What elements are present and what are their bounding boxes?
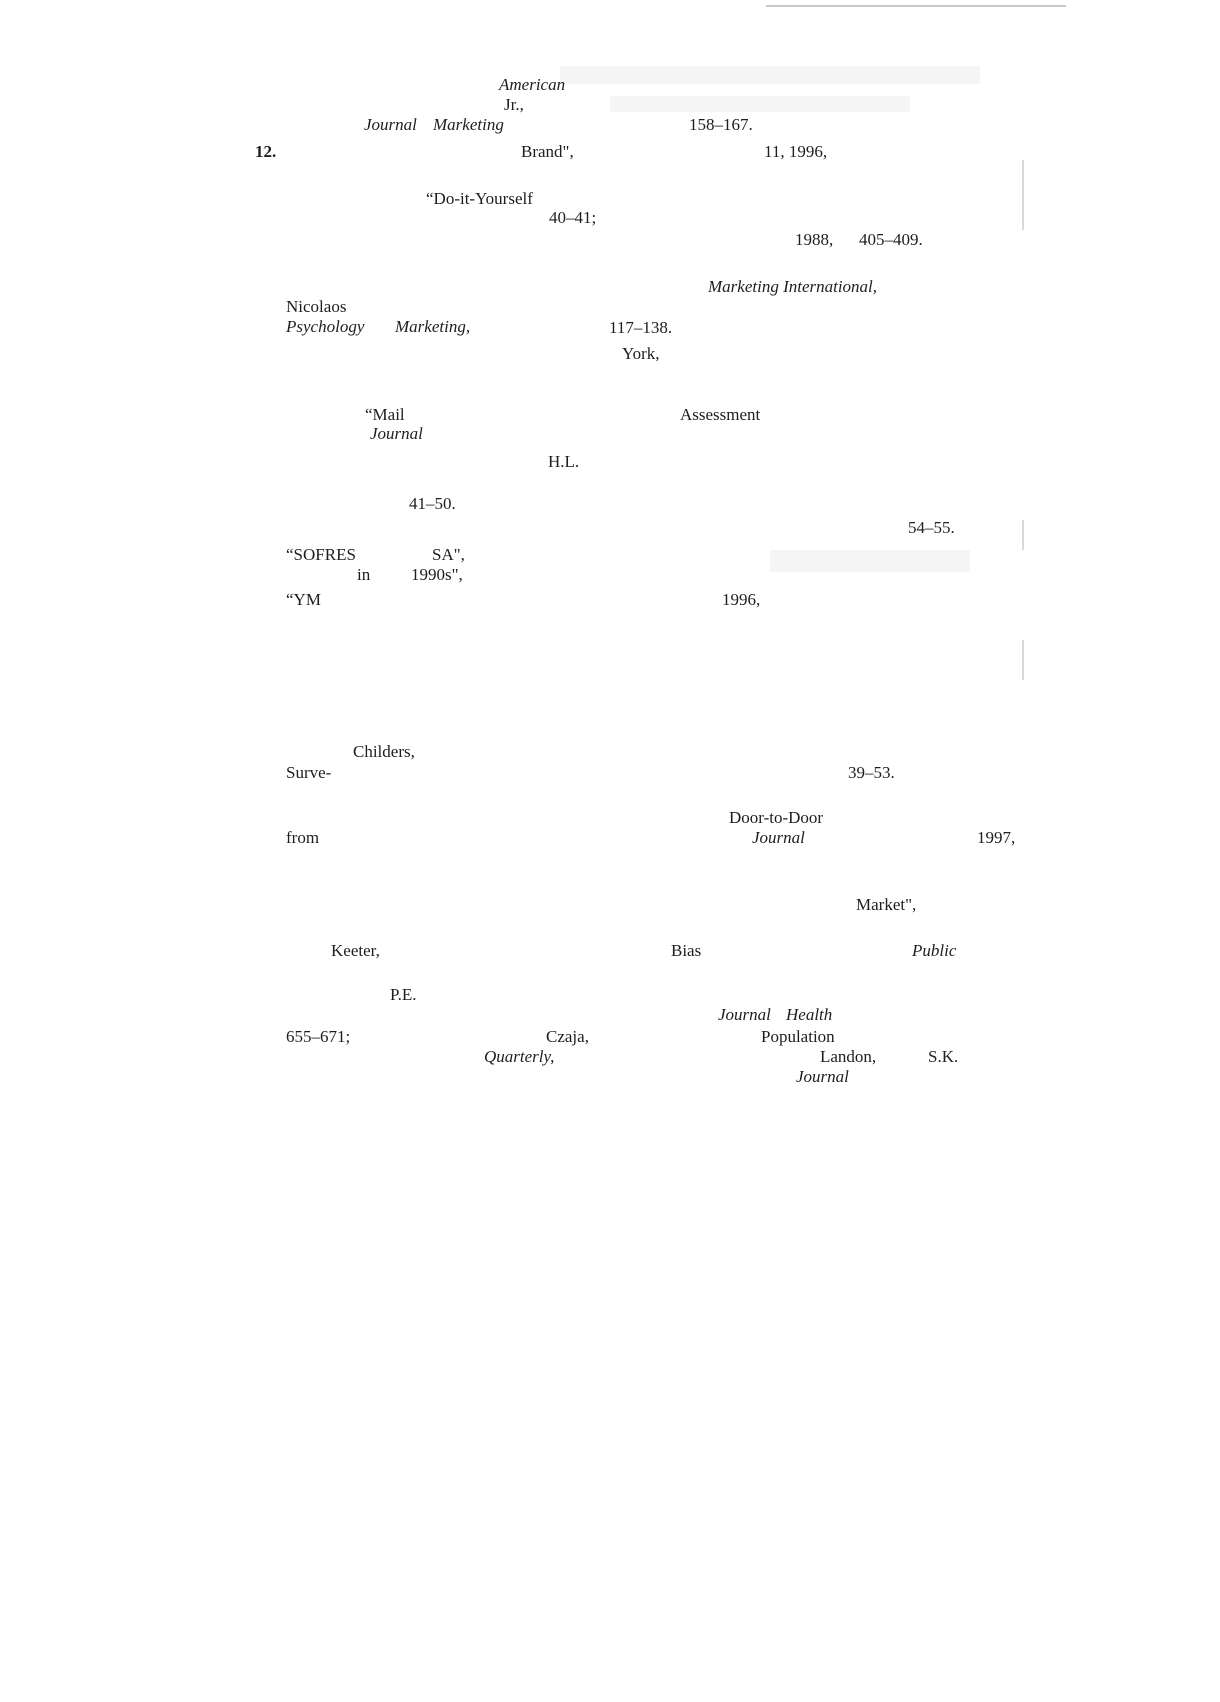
reference-fragment: “YM [286, 590, 321, 609]
reference-fragment: 655–671; [286, 1027, 351, 1046]
scan-edge-mark [1022, 160, 1024, 230]
reference-fragment: “Do-it-Yourself [426, 189, 533, 208]
reference-fragment: Czaja, [546, 1027, 589, 1046]
reference-fragment: 54–55. [908, 518, 955, 537]
reference-fragment: Journal [364, 115, 417, 134]
scan-edge-mark [1022, 520, 1024, 550]
reference-fragment: Assessment [680, 405, 761, 424]
reference-fragment: S.K. [928, 1047, 959, 1066]
reference-fragment: Psychology [286, 317, 365, 336]
reference-fragment: Landon, [820, 1047, 877, 1066]
reference-fragment: 39–53. [848, 763, 895, 782]
reference-fragment: Brand", [521, 142, 574, 161]
reference-fragment: Marketing [433, 115, 504, 134]
reference-fragment: Journal [796, 1067, 849, 1086]
reference-fragment: in [357, 565, 371, 584]
reference-fragment: Door-to-Door [729, 808, 824, 827]
reference-fragment: Journal [718, 1005, 771, 1024]
reference-fragment: 1997, [977, 828, 1016, 847]
reference-fragment: 1996, [722, 590, 761, 609]
reference-fragment: 158–167. [689, 115, 753, 134]
reference-fragment: American [499, 75, 566, 94]
reference-fragment: SA", [432, 545, 465, 564]
reference-fragment: Journal [370, 424, 423, 443]
reference-fragment: Journal [752, 828, 805, 847]
reference-fragment: Population [761, 1027, 835, 1046]
reference-fragment: 11, 1996, [764, 142, 828, 161]
reference-fragment: Nicolaos [286, 297, 347, 316]
reference-fragment: from [286, 828, 320, 847]
scan-smudge [560, 66, 980, 84]
scan-edge-mark [1022, 640, 1024, 680]
reference-fragment: Bias [671, 941, 702, 960]
reference-fragment: “SOFRES [286, 545, 356, 564]
reference-fragment: Market", [856, 895, 917, 914]
reference-fragment: 1990s", [411, 565, 463, 584]
reference-fragment: Surve- [286, 763, 332, 782]
reference-fragment: Public [912, 941, 957, 960]
reference-fragment: 41–50. [409, 494, 456, 513]
reference-fragment: 1988, [795, 230, 834, 249]
reference-fragment: 117–138. [609, 318, 673, 337]
reference-fragment: Keeter, [331, 941, 380, 960]
reference-fragment: P.E. [390, 985, 417, 1004]
reference-fragment: 40–41; [549, 208, 597, 227]
reference-fragment: Health [786, 1005, 833, 1024]
reference-fragment: York, [622, 344, 660, 363]
scan-smudge [610, 96, 910, 112]
top-edge-rule [766, 5, 1066, 7]
reference-fragment: Marketing International, [708, 277, 878, 296]
reference-fragment: 405–409. [859, 230, 923, 249]
reference-number: 12. [255, 142, 277, 161]
reference-fragment: “Mail [365, 405, 405, 424]
scan-smudge [770, 550, 970, 572]
reference-fragment: Jr., [504, 95, 524, 114]
reference-fragment: H.L. [548, 452, 580, 471]
reference-fragment: Quarterly, [484, 1047, 555, 1066]
reference-fragment: Marketing, [395, 317, 471, 336]
reference-fragment: Childers, [353, 742, 415, 761]
